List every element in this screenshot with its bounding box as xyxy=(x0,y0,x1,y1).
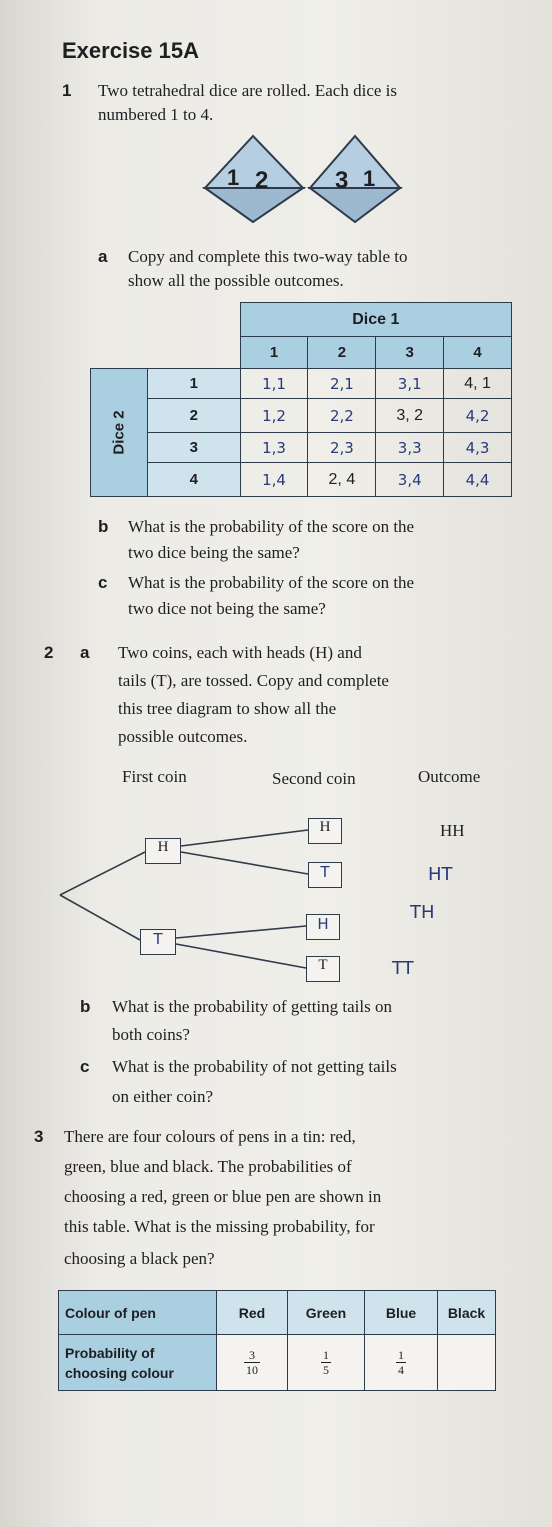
row-header: 2 xyxy=(147,399,240,433)
die-left-label-2: 2 xyxy=(255,167,269,194)
q1c-label: c xyxy=(98,573,108,592)
die-right-label-1: 1 xyxy=(363,166,376,191)
q2a-line2: tails (T), are tossed. Copy and complete xyxy=(118,671,389,690)
table-cell: 4,4 xyxy=(444,463,512,497)
q2a-line1: Two coins, each with heads (H) and xyxy=(118,643,362,662)
exercise-title: Exercise 15A xyxy=(62,38,199,63)
prob-black-empty xyxy=(438,1335,496,1391)
die-right-label-3: 3 xyxy=(335,167,349,194)
tree-col-first-coin: First coin xyxy=(122,767,187,786)
table-cell: 3,3 xyxy=(376,433,444,463)
table-cell: 1,3 xyxy=(240,433,308,463)
tree-node-second-h1 xyxy=(308,818,342,844)
tree-node-label: T xyxy=(320,863,330,881)
fraction-denominator: 4 xyxy=(398,1363,404,1377)
probability-row-header-line2: choosing colour xyxy=(65,1364,174,1381)
table-cell: 4,2 xyxy=(444,399,512,433)
colour-header: Colour of pen xyxy=(59,1291,217,1335)
tree-node-label: H xyxy=(157,839,169,855)
branch-t-t xyxy=(176,944,306,968)
tree-node-label: T xyxy=(318,957,328,973)
col-header: 1 xyxy=(240,337,308,369)
tree-col-outcome: Outcome xyxy=(418,767,481,786)
prob-blue xyxy=(365,1335,438,1391)
fraction-numerator: 3 xyxy=(244,1348,260,1363)
q3-line3: choosing a red, green or blue pen are shown in xyxy=(64,1187,382,1206)
probability-row-header xyxy=(59,1335,217,1391)
row-header: 4 xyxy=(147,463,240,497)
table-cell: 1,1 xyxy=(240,369,308,399)
q1b-line1: What is the probability of the score on the xyxy=(128,517,415,536)
dice2-header-text: Dice 2 xyxy=(110,410,128,455)
tree-node-label: H xyxy=(319,819,331,835)
tree-outcome-tt: TT xyxy=(392,958,414,979)
q2a-line4: possible outcomes. xyxy=(118,727,248,746)
q1a-line2: show all the possible outcomes. xyxy=(128,271,344,290)
prob-green xyxy=(288,1335,365,1391)
fraction-denominator: 5 xyxy=(323,1363,329,1377)
col-header: 3 xyxy=(376,337,444,369)
prob-red xyxy=(217,1335,288,1391)
q1b-line2: two dice being the same? xyxy=(128,543,300,562)
q1a-line1: Copy and complete this two-way table to xyxy=(128,247,408,266)
fraction xyxy=(244,1348,260,1377)
colour-red: Red xyxy=(217,1291,288,1335)
colour-blue: Blue xyxy=(365,1291,438,1335)
tree-node-label: T xyxy=(153,930,163,948)
branch-h-h xyxy=(181,830,308,846)
q1a-label: a xyxy=(98,247,108,266)
branch-root-t xyxy=(60,895,140,940)
q2c-label: c xyxy=(80,1057,90,1076)
table-cell: 1,4 xyxy=(240,463,308,497)
table-cell-printed: 3, 2 xyxy=(376,399,444,433)
probability-row-header-line1: Probability of xyxy=(65,1344,155,1361)
colour-green: Green xyxy=(288,1291,365,1335)
table-cell: 2,2 xyxy=(308,399,376,433)
q3-line1: There are four colours of pens in a tin: red, xyxy=(64,1127,356,1146)
tree-outcome-th: TH xyxy=(410,902,435,923)
table-cell-printed: 4, 1 xyxy=(444,369,512,399)
table-cell-printed: 2, 4 xyxy=(308,463,376,497)
tree-node-second-t1 xyxy=(308,862,342,888)
q2b-line2: both coins? xyxy=(112,1025,190,1044)
q1c-line2: two dice not being the same? xyxy=(128,599,326,618)
branch-root-h xyxy=(60,852,145,895)
q2b-line1: What is the probability of getting tails on xyxy=(112,997,392,1016)
fraction-numerator: 1 xyxy=(323,1348,329,1362)
tree-node-second-h2 xyxy=(306,914,340,940)
q1b-label: b xyxy=(98,517,109,536)
q2-number: 2 xyxy=(44,643,54,662)
tree-outcome-ht: HT xyxy=(428,864,453,885)
tree-node-first-h xyxy=(145,838,181,864)
table-cell: 3,4 xyxy=(376,463,444,497)
q2c-line2: on either coin? xyxy=(112,1087,214,1106)
colour-black: Black xyxy=(438,1291,496,1335)
fraction-denominator: 10 xyxy=(246,1363,258,1377)
row-header: 1 xyxy=(147,369,240,399)
tree-node-first-t xyxy=(140,929,176,955)
tree-node-label: H xyxy=(317,915,329,933)
q3-line2: green, blue and black. The probabilities of xyxy=(64,1157,352,1176)
q2a-line3: this tree diagram to show all the xyxy=(118,699,337,718)
q2b-label: b xyxy=(80,997,91,1016)
row-header: 3 xyxy=(147,433,240,463)
table-cell: 1,2 xyxy=(240,399,308,433)
q2c-line1: What is the probability of not getting tails xyxy=(112,1057,397,1076)
q1-text-line2: numbered 1 to 4. xyxy=(98,105,214,124)
branch-t-h xyxy=(176,926,306,938)
branch-h-t xyxy=(181,852,308,874)
fraction xyxy=(321,1348,331,1377)
q1c-line1: What is the probability of the score on the xyxy=(128,573,415,592)
tree-node-second-t2 xyxy=(306,956,340,982)
q3-line5: choosing a black pen? xyxy=(64,1249,215,1268)
tree-outcome-hh: HH xyxy=(440,821,465,840)
q1-number: 1 xyxy=(62,81,72,100)
fraction-numerator: 1 xyxy=(398,1348,404,1362)
col-header: 4 xyxy=(444,337,512,369)
col-header: 2 xyxy=(308,337,376,369)
table-cell: 2,1 xyxy=(308,369,376,399)
die-left-label-1: 1 xyxy=(227,165,240,190)
fraction xyxy=(396,1348,406,1377)
q1-text-line1: Two tetrahedral dice are rolled. Each dice is xyxy=(98,81,397,100)
table-cell: 4,3 xyxy=(444,433,512,463)
q3-number: 3 xyxy=(34,1127,44,1146)
dice1-header: Dice 1 xyxy=(240,303,511,337)
tree-col-second-coin: Second coin xyxy=(272,769,356,788)
table-cell: 2,3 xyxy=(308,433,376,463)
q2a-label: a xyxy=(80,643,90,662)
q3-line4: this table. What is the missing probability, for xyxy=(64,1217,375,1236)
pen-colour-table xyxy=(58,1290,496,1391)
table-cell: 3,1 xyxy=(376,369,444,399)
